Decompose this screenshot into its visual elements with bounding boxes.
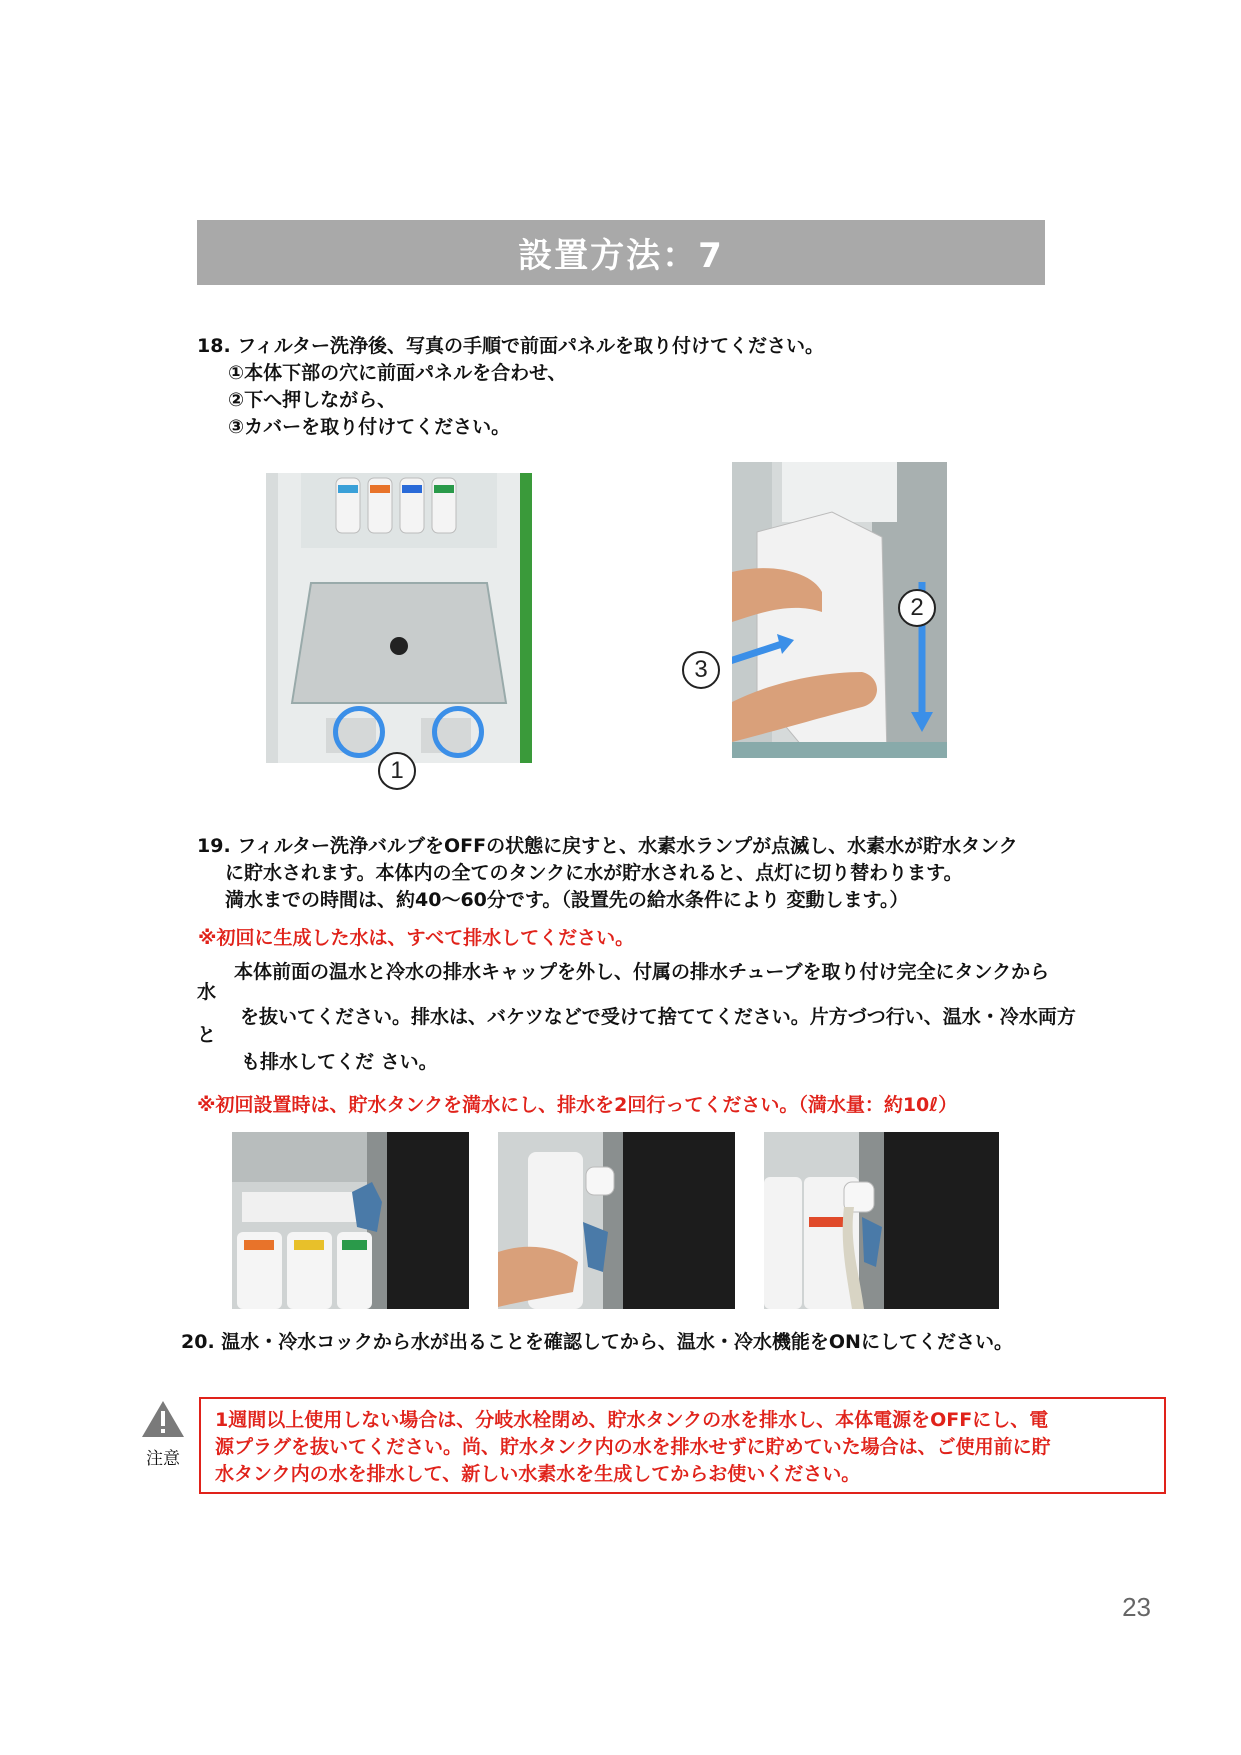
step18-heading: 18. フィルター洗浄後、写真の手順で前面パネルを取り付けてください。 [197, 335, 824, 357]
step19-line-2: に貯水されます。本体内の全てのタンクに水が貯水されると、点灯に切り替わります。 [225, 862, 963, 884]
step19-body-line-2: を抜いてください。排水は、バケツなどで受けて捨ててください。片方づつ行い、温水・冷水両方 [240, 1006, 1076, 1028]
marker-2: 2 [898, 589, 936, 627]
step19-side-char-1: 水 [197, 981, 217, 1003]
marker-1: 1 [378, 752, 416, 790]
photo-dispenser-base [266, 473, 532, 763]
section-title: 設置方法：7 [518, 236, 724, 276]
warning-line-1: 1週間以上使用しない場合は、分岐水栓閉め、貯水タンクの水を排水し、本体電源をOFFにし、電 [215, 1409, 1049, 1431]
step19-body-line-1: 本体前面の温水と冷水の排水キャップを外し、付属の排水チューブを取り付け完全にタンクから [234, 961, 1050, 983]
step18-substep-3: ③カバーを取り付けてください。 [228, 416, 511, 438]
step18-substep-1: ①本体下部の穴に前面パネルを合わせ、 [228, 362, 567, 384]
highlight-ring-right [432, 706, 484, 758]
photo-drain-cap [232, 1132, 469, 1309]
marker-3: 3 [682, 651, 720, 689]
section-title-banner [197, 220, 1045, 285]
highlight-ring-left [333, 706, 385, 758]
warning-triangle-icon [140, 1399, 186, 1439]
caution-label: 注意 [146, 1449, 180, 1469]
photo-drain-tube-attach [498, 1132, 735, 1309]
step19-side-char-2: と [197, 1024, 217, 1046]
step19-note-initial-setup: ※初回設置時は、貯水タンクを満水にし、排水を2回行ってください。（満水量：約10ℓ） [197, 1094, 958, 1116]
warning-box [199, 1397, 1166, 1494]
photo-drain-tube-attached [764, 1132, 999, 1309]
step20-text: 20. 温水・冷水コックから水が出ることを確認してから、温水・冷水機能をONにしてください。 [181, 1331, 1013, 1353]
page-number: 23 [1122, 1592, 1151, 1622]
step19-line-1: 19. フィルター洗浄バルブをOFFの状態に戻すと、水素水ランプが点滅し、水素水が貯水タンク [197, 835, 1018, 857]
step19-line-3: 満水までの時間は、約40～60分です。（設置先の給水条件により 変動します。） [225, 889, 909, 911]
step18-substep-2: ②下へ押しながら、 [228, 389, 397, 411]
warning-line-3: 水タンク内の水を排水して、新しい水素水を生成してからお使いください。 [215, 1463, 861, 1485]
caution-block [140, 1399, 186, 1469]
warning-line-2: 源プラグを抜いてください。尚、貯水タンク内の水を排水せずに貯めていた場合は、ご使用前に貯 [215, 1436, 1051, 1458]
step19-note-first-water: ※初回に生成した水は、すべて排水してください。 [198, 927, 635, 949]
step19-body-line-3: も排水してくだ さい。 [241, 1051, 438, 1073]
